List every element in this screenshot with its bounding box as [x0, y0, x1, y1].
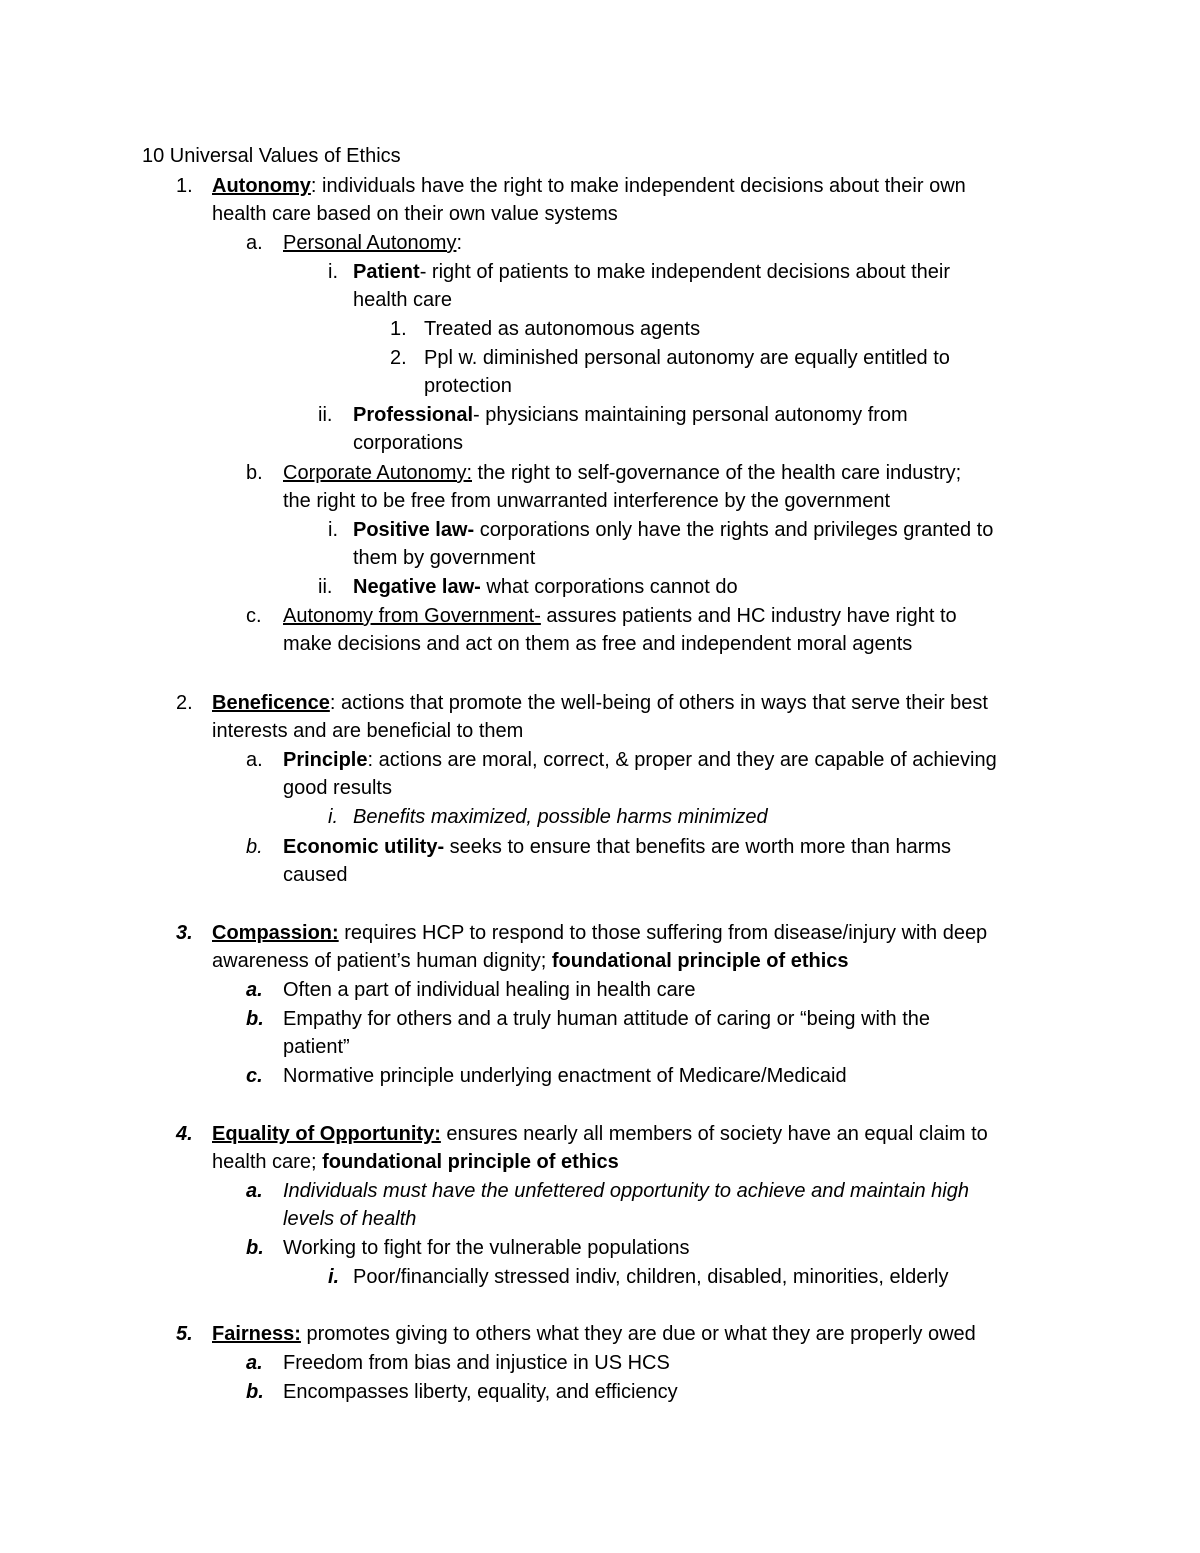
s4bi-marker: i.: [328, 1266, 340, 1288]
s3-number: 3.: [176, 922, 193, 944]
s3-line2: awareness of patient’s human dignity; foundational principle of ethics: [212, 950, 849, 972]
s4-term: Equality of Opportunity:: [212, 1123, 441, 1145]
s1ai-line2: health care: [353, 289, 452, 311]
s3a-line: Often a part of individual healing in health care: [283, 979, 696, 1001]
s2a-marker: a.: [246, 749, 263, 771]
s1ai2-marker: 2.: [390, 347, 407, 369]
s2a-term: Principle: [283, 749, 368, 771]
s4a-marker: a.: [246, 1180, 263, 1202]
s1c-line2: make decisions and act on them as free and independent moral agents: [283, 633, 913, 655]
s4b-marker: b.: [246, 1237, 264, 1259]
s2a-line2: good results: [283, 777, 392, 799]
s5b-marker: b.: [246, 1381, 264, 1403]
s1c-marker: c.: [246, 605, 262, 627]
s1aii-marker: ii.: [318, 404, 333, 426]
s3b-marker: b.: [246, 1008, 264, 1030]
s1c-term: Autonomy from Government-: [283, 605, 541, 627]
s3-line1: Compassion: requires HCP to respond to those suffering from disease/injury with deep: [212, 922, 988, 944]
s1aii-term: Professional: [353, 404, 474, 426]
s2-number: 2.: [176, 692, 193, 714]
s1-number: 1.: [176, 175, 193, 197]
s1aii-line1: Professional- physicians maintaining personal autonomy from: [353, 404, 908, 426]
s1-line1: Autonomy: individuals have the right to make independent decisions about their own: [212, 175, 966, 197]
s1a-marker: a.: [246, 232, 263, 254]
s3-term: Compassion:: [212, 922, 339, 944]
s1-line2: health care based on their own value systems: [212, 203, 618, 225]
s2a-line1: Principle: actions are moral, correct, & proper and they are capable of achieving: [283, 749, 997, 771]
s3b-line1: Empathy for others and a truly human attitude of caring or “being with the: [283, 1008, 931, 1030]
s2b-term: Economic utility-: [283, 836, 445, 858]
s1b-line1: Corporate Autonomy: the right to self-governance of the health care industry;: [283, 462, 962, 484]
s3c-marker: c.: [246, 1065, 263, 1087]
s4-line1: Equality of Opportunity: ensures nearly all members of society have an equal claim to: [212, 1123, 988, 1145]
s1c-line1: Autonomy from Government- assures patients and HC industry have right to: [283, 605, 957, 627]
s1ai1-line: Treated as autonomous agents: [424, 318, 701, 340]
s1ai2-line2: protection: [424, 375, 512, 397]
s1ai-marker: i.: [328, 261, 338, 283]
s2-term: Beneficence: [212, 692, 330, 714]
s1b-marker: b.: [246, 462, 263, 484]
s1b-line2: the right to be free from unwarranted interference by the government: [283, 490, 891, 512]
s3c-line: Normative principle underlying enactment of Medicare/Medicaid: [283, 1065, 847, 1087]
s1bi-line2: them by government: [353, 547, 536, 569]
s1-term: Autonomy: [212, 175, 311, 197]
s1bii-line1: Negative law- what corporations cannot do: [353, 576, 738, 598]
s2-line1: Beneficence: actions that promote the well-being of others in ways that serve their best: [212, 692, 988, 714]
s1bi-line1: Positive law- corporations only have the rights and privileges granted to: [353, 519, 994, 541]
s1ai2-line1: Ppl w. diminished personal autonomy are equally entitled to: [424, 347, 950, 369]
s2ai-marker: i.: [328, 806, 338, 828]
s2b-line2: caused: [283, 864, 348, 886]
s1aii-line2: corporations: [353, 432, 464, 454]
s1bi-marker: i.: [328, 519, 338, 541]
doc-title: 10 Universal Values of Ethics: [142, 145, 401, 167]
s1a-line: Personal Autonomy:: [283, 232, 462, 254]
s3b-line2: patient”: [283, 1036, 350, 1058]
s1bi-term: Positive law-: [353, 519, 475, 541]
s2b-line1: Economic utility- seeks to ensure that benefits are worth more than harms: [283, 836, 952, 858]
s4a-line1: Individuals must have the unfettered opportunity to achieve and maintain high: [283, 1180, 969, 1202]
s1bii-marker: ii.: [318, 576, 333, 598]
s1b-term: Corporate Autonomy:: [283, 462, 472, 484]
s4-number: 4.: [176, 1123, 193, 1145]
s5a-marker: a.: [246, 1352, 263, 1374]
s5b-line: Encompasses liberty, equality, and efficiency: [283, 1381, 678, 1403]
s5-number: 5.: [176, 1323, 193, 1345]
s3a-marker: a.: [246, 979, 263, 1001]
s2b-marker: b.: [246, 836, 263, 858]
s4bi-line: Poor/financially stressed indiv, children, disabled, minorities, elderly: [353, 1266, 949, 1288]
s1ai-line1: Patient- right of patients to make independent decisions about their: [353, 261, 951, 283]
s4b-line: Working to fight for the vulnerable populations: [283, 1237, 690, 1259]
s4-line2: health care; foundational principle of ethics: [212, 1151, 619, 1173]
s4a-line2: levels of health: [283, 1208, 417, 1230]
s1a-term: Personal Autonomy: [283, 232, 457, 254]
s5-term: Fairness:: [212, 1323, 301, 1345]
s5-line1: Fairness: promotes giving to others what they are due or what they are properly owed: [212, 1323, 976, 1345]
s1ai1-marker: 1.: [390, 318, 407, 340]
s2-line2: interests and are beneficial to them: [212, 720, 524, 742]
s1ai-term: Patient: [353, 261, 420, 283]
s2ai-line: Benefits maximized, possible harms minimized: [353, 806, 768, 828]
s5a-line: Freedom from bias and injustice in US HCS: [283, 1352, 670, 1374]
s1bii-term: Negative law-: [353, 576, 481, 598]
